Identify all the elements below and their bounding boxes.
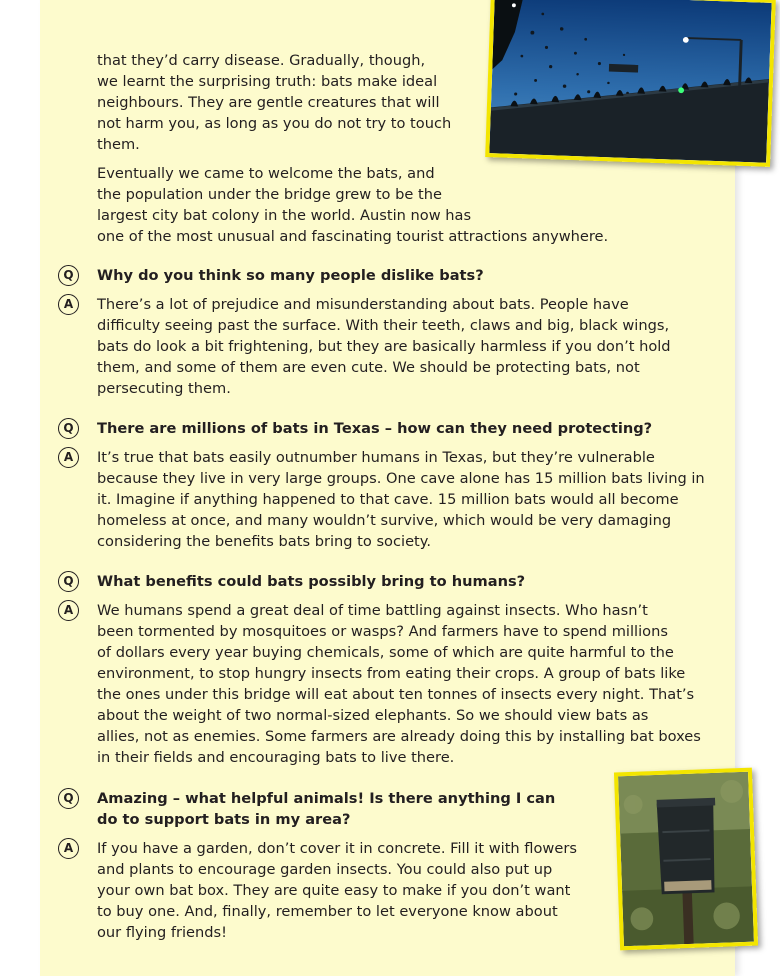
text-line: the population under the bridge grew to be the [97, 186, 442, 203]
intro-paragraph-2 [97, 163, 608, 247]
text-line: we learnt the surprising truth: bats make ideal [97, 73, 438, 90]
text-line: them. [97, 136, 140, 153]
q-marker-icon: Q [58, 571, 79, 592]
question-1: Q Why do you think so many people dislike bats? [58, 265, 718, 286]
qa-item-3 [58, 571, 718, 768]
bat-box-photo [614, 768, 758, 951]
bridge-bats-photo [485, 0, 776, 167]
qa-item-1 [58, 265, 718, 399]
a-marker-icon: A [58, 447, 79, 468]
text-line: Eventually we came to welcome the bats, and [97, 165, 435, 182]
a-marker-icon: A [58, 600, 79, 621]
a-marker-icon: A [58, 838, 79, 859]
text-line: largest city bat colony in the world. Austin now has [97, 207, 472, 224]
text-line: neighbours. They are gentle creatures that will [97, 94, 440, 111]
intro-paragraph-1 [97, 50, 451, 155]
text-line: one of the most unusual and fascinating tourist attractions anywhere. [97, 228, 609, 245]
question-4: Q Amazing – what helpful animals! Is there anything I can do to support bats in my area? [58, 788, 598, 830]
a-marker-icon: A [58, 294, 79, 315]
text-line: not harm you, as long as you do not try to touch [97, 115, 452, 132]
qa-item-2 [58, 418, 718, 552]
answer-1: A There’s a lot of prejudice and misunderstanding about bats. People have difficulty seeing past the surface. With their teeth, claws and big, black wings, bats do look a bit frightening, but they are basically harmless if you don’t hold them, and some of them are even cute. We should be protecting bats, not persecuting them. [58, 294, 718, 399]
q-marker-icon: Q [58, 788, 79, 809]
question-3: Q What benefits could bats possibly bring to humans? [58, 571, 718, 592]
answer-4: A If you have a garden, don’t cover it in concrete. Fill it with flowers and plants to encourage garden insects. You could also put up your own bat box. They are quite easy to make if you don’t want to buy one. And, finally, remember to let everyone know about our flying friends! [58, 838, 598, 943]
q-marker-icon: Q [58, 418, 79, 439]
answer-3: A We humans spend a great deal of time battling against insects. Who hasn’t been tormented by mosquitoes or wasps? And farmers have to spend millions of dollars every year buying chemicals, some of which are quite harmful to the environment, to stop hungry insects from eating their crops. A group of bats like the ones under this bridge will eat about ten tonnes of insects every night. That’s about the weight of two normal-sized elephants. So we should view bats as allies, not as enemies. Some farmers are already doing this by installing bat boxes in their fields and encouraging bats to live there. [58, 600, 718, 768]
question-2: Q There are millions of bats in Texas – how can they need protecting? [58, 418, 718, 439]
text-line: that they’d carry disease. Gradually, though, [97, 52, 426, 69]
qa-item-4 [58, 788, 598, 943]
q-marker-icon: Q [58, 265, 79, 286]
answer-2: A It’s true that bats easily outnumber humans in Texas, but they’re vulnerable because they live in very large groups. One cave alone has 15 million bats living in it. Imagine if anything happened to that cave. 15 million bats would all become homeless at once, and many wouldn’t survive, which would be very damaging considering the benefits bats bring to society. [58, 447, 718, 552]
